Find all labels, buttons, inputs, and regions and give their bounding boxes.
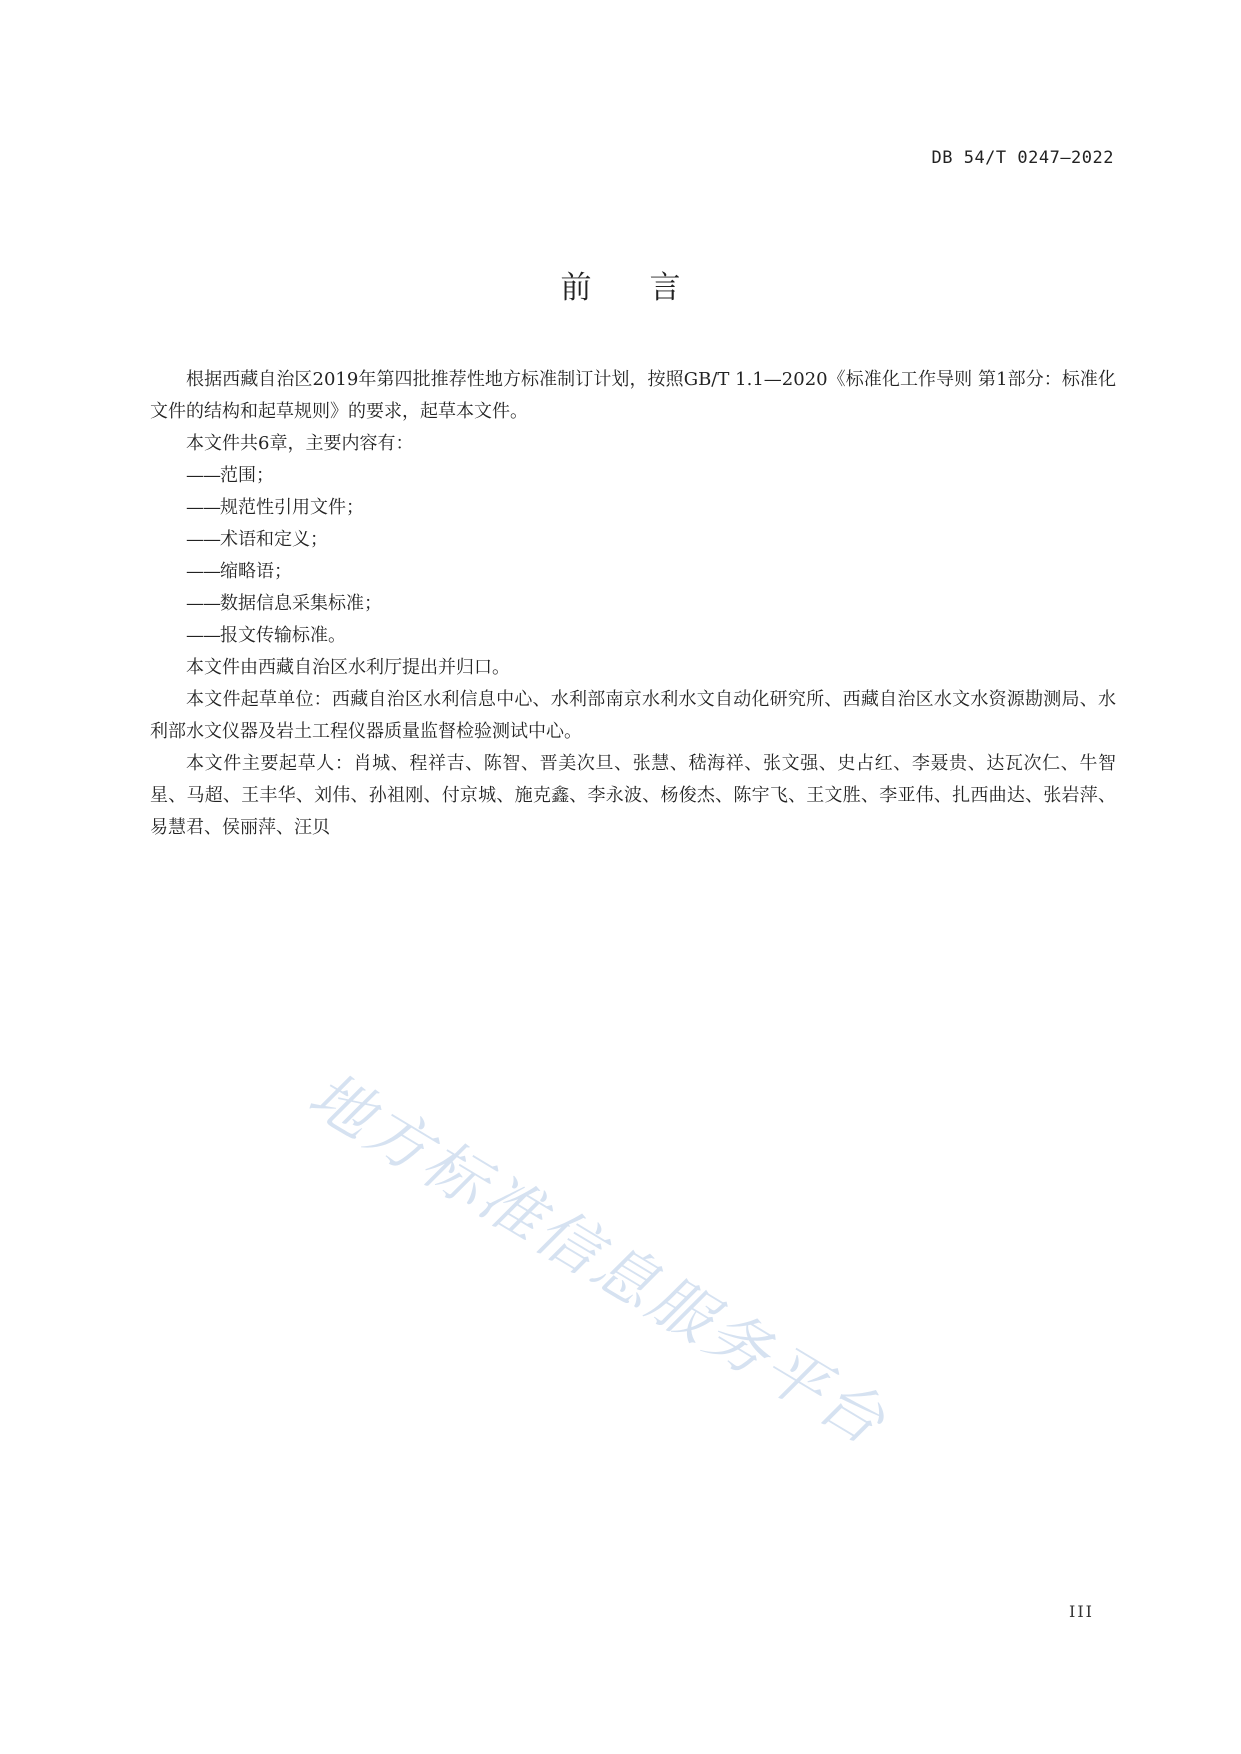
watermark: 地方标准信息服务平台: [296, 1057, 900, 1461]
chapter-list-item: —— 缩略语；: [150, 556, 1116, 588]
chapter-list-item: —— 报文传输标准。: [150, 620, 1116, 652]
page-title: 前言: [560, 270, 739, 306]
main-drafters: 本文件主要起草人：肖城、程祥吉、陈智、晋美次旦、张慧、嵇海祥、张文强、史占红、李聂贵、达瓦次仁、牛智星、马超、王丰华、刘伟、孙祖刚、付京城、施克鑫、李永波、杨俊杰、陈宇飞、王文胜、李亚伟、扎西曲达、张岩萍、易慧君、侯丽萍、汪贝: [150, 753, 1116, 838]
chapter-list-item: —— 术语和定义；: [150, 524, 1116, 556]
proposer-statement: 本文件由西藏自治区水利厅提出并归口。: [186, 657, 510, 678]
intro-paragraph: 根据西藏自治区2019年第四批推荐性地方标准制订计划，按照GB/T 1.1—2020《标准化工作导则 第1部分：标准化文件的结构和起草规则》的要求，起草本文件。: [150, 369, 1116, 422]
chapter-list: [150, 460, 1116, 652]
chapter-list-item: —— 数据信息采集标准；: [150, 588, 1116, 620]
chapter-list-item: —— 范围；: [150, 460, 1116, 492]
standard-code: DB 54/T 0247—2022: [931, 148, 1114, 168]
preface-body: [150, 364, 1116, 844]
page-number: III: [1069, 1602, 1094, 1621]
chapter-list-item: —— 规范性引用文件；: [150, 492, 1116, 524]
drafting-units: 本文件起草单位：西藏自治区水利信息中心、水利部南京水利水文自动化研究所、西藏自治区水文水资源勘测局、水利部水文仪器及岩土工程仪器质量监督检验测试中心。: [150, 689, 1116, 742]
chapter-summary: 本文件共6章，主要内容有：: [186, 433, 414, 454]
